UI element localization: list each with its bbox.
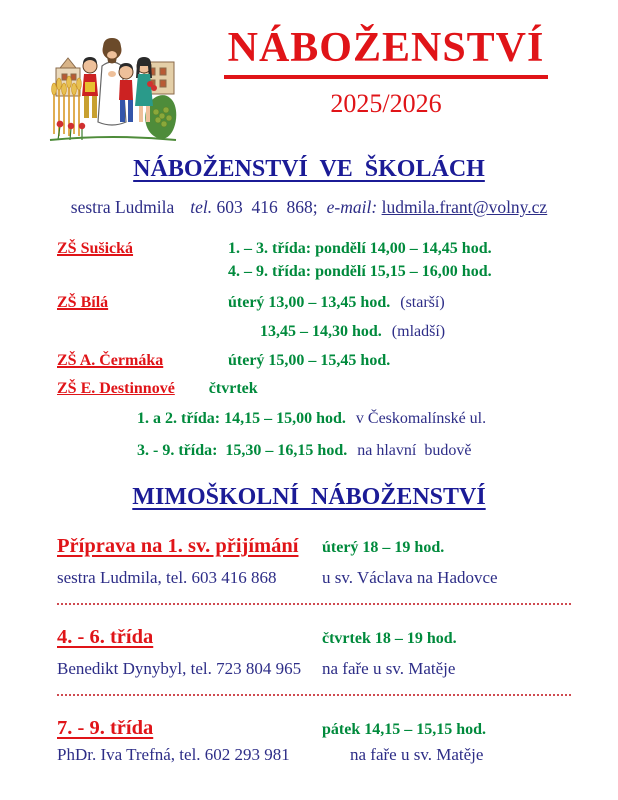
- schedule-note: (mladší): [391, 323, 446, 340]
- tel-number: 603 416 868;: [216, 197, 318, 217]
- school-row-bila-line2: [57, 320, 618, 343]
- schedule-time: úterý 15,00 – 15,45 hod.: [228, 352, 391, 369]
- page-title: NÁBOŽENSTVÍ: [224, 26, 549, 79]
- destinnove-line-1: [57, 407, 618, 430]
- section-divider: [57, 603, 571, 605]
- group-time: úterý 18 – 19 hod.: [322, 539, 445, 556]
- group-contact: sestra Ludmila, tel. 603 416 868: [57, 568, 277, 587]
- schedule-day: čtvrtek: [208, 380, 258, 397]
- group-place: na faře u sv. Matěje: [350, 745, 484, 764]
- group-title: 7. - 9. třída: [57, 717, 154, 739]
- schedule-time: 3. - 9. třída: 15,30 – 16,15 hod.: [137, 442, 348, 459]
- group-contact: PhDr. Iva Trefná, tel. 602 293 981: [57, 745, 290, 764]
- schedule-lines: [228, 237, 492, 283]
- school-row-susicka: [57, 237, 618, 283]
- schedule-place: v Českomalínské ul.: [355, 410, 487, 427]
- schedule-time: úterý 13,00 – 13,45 hod.: [228, 294, 391, 311]
- school-label: ZŠ E. Destinnové: [57, 380, 175, 397]
- school-row-bila: [57, 291, 618, 314]
- group-time: čtvrtek 18 – 19 hod.: [322, 630, 457, 647]
- group-place: u sv. Václava na Hadovce: [322, 568, 498, 587]
- school-row-destinnove: [57, 377, 618, 400]
- school-year: 2025/2026: [330, 89, 442, 119]
- schedule-time: 4. – 9. třída: pondělí 15,15 – 16,00 hod.: [228, 263, 492, 280]
- extracurricular-section-heading: MIMOŠKOLNÍ NÁBOŽENSTVÍ: [132, 484, 486, 510]
- schedule-time: 13,45 – 14,30 hod.: [260, 323, 382, 340]
- group-place: na faře u sv. Matěje: [322, 659, 456, 678]
- destinnove-line-2: [57, 439, 618, 462]
- group-7-9-contact: [57, 745, 571, 765]
- contact-name: sestra Ludmila: [70, 197, 175, 217]
- header-illustration-svg: [46, 22, 180, 146]
- group-title: Příprava na 1. sv. přijímání: [57, 535, 299, 557]
- schedule-note: (starší): [400, 294, 445, 311]
- tel-label: tel.: [190, 197, 213, 217]
- schedule-line: [228, 291, 445, 314]
- contact-line: [0, 197, 618, 218]
- school-label: ZŠ A. Čermáka: [57, 352, 164, 369]
- title-block: [198, 26, 574, 119]
- group-time: pátek 14,15 – 15,15 hod.: [322, 721, 487, 738]
- email-link[interactable]: ludmila.frant@volny.cz: [381, 197, 548, 217]
- section-divider: [57, 694, 571, 696]
- document-header: [0, 0, 618, 152]
- email-label: e-mail:: [326, 197, 378, 217]
- school-label: ZŠ Sušická: [57, 240, 134, 257]
- school-schedule: [57, 237, 618, 462]
- group-priprava: [57, 535, 571, 558]
- school-label: ZŠ Bílá: [57, 294, 109, 311]
- group-4-6-contact: [57, 659, 571, 679]
- group-7-9: [57, 717, 571, 740]
- jesus-with-children-illustration: [46, 22, 180, 146]
- schools-section-heading: NÁBOŽENSTVÍ VE ŠKOLÁCH: [133, 156, 485, 182]
- schedule-time: 1. – 3. třída: pondělí 14,00 – 14,45 hod.: [228, 240, 492, 257]
- group-priprava-contact: [57, 568, 571, 588]
- group-4-6: [57, 626, 571, 649]
- school-row-cermaka: [57, 349, 618, 372]
- schedule-place: na hlavní budově: [357, 442, 472, 459]
- group-title: 4. - 6. třída: [57, 626, 154, 648]
- extracurricular-groups: [57, 535, 571, 765]
- group-contact: Benedikt Dynybyl, tel. 723 804 965: [57, 659, 302, 678]
- schedule-time: 1. a 2. třída: 14,15 – 15,00 hod.: [137, 410, 346, 427]
